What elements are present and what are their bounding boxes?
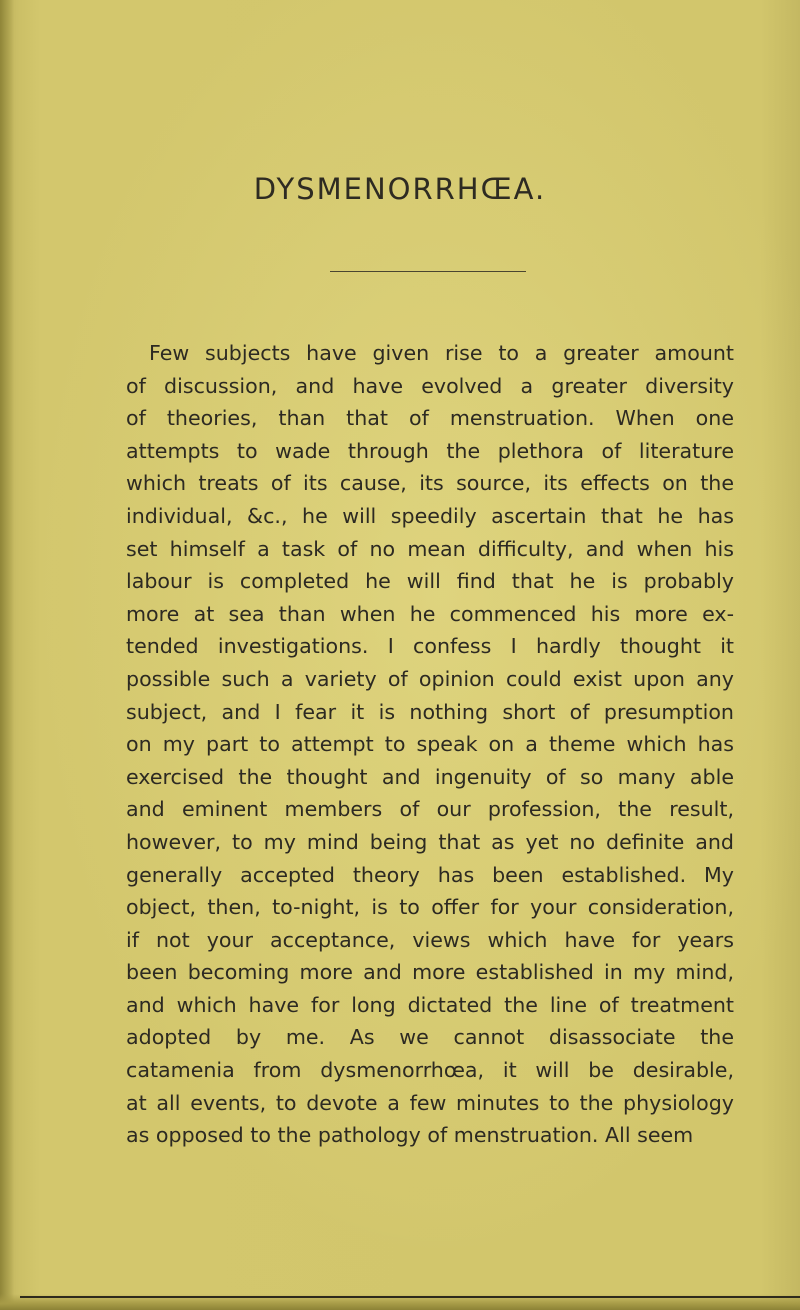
text-line: catamenia from dysmenorrhœa, it will be desirable, bbox=[126, 1058, 734, 1083]
text-line: at all events, to devote a few minutes to the physiology bbox=[126, 1090, 734, 1115]
text-line: which treats of its cause, its source, its effects on the bbox=[126, 471, 734, 496]
text-line: adopted by me. As we cannot disassociate the bbox=[126, 1025, 734, 1050]
text-line: on my part to attempt to speak on a theme which has bbox=[126, 732, 734, 757]
text-line: object, then, to-night, is to offer for your consideration, bbox=[126, 895, 734, 920]
text-line: attempts to wade through the plethora of literature bbox=[126, 438, 734, 463]
text-line: if not your acceptance, views which have for years bbox=[126, 927, 734, 952]
text-line: of discussion, and have evolved a greater diversity bbox=[126, 373, 734, 398]
text-line: individual, &c., he will speedily ascertain that he has bbox=[126, 503, 734, 528]
body-paragraph bbox=[126, 337, 734, 1152]
text-line: however, to my mind being that as yet no definite and bbox=[126, 829, 734, 854]
text-line: labour is completed he will find that he is probably bbox=[126, 569, 734, 594]
text-line: generally accepted theory has been established. My bbox=[126, 862, 734, 887]
title-divider bbox=[330, 271, 526, 272]
text-line: subject, and I fear it is nothing short of presumption bbox=[126, 699, 734, 724]
text-line: of theories, than that of menstruation. When one bbox=[126, 406, 734, 431]
text-line: been becoming more and more established in my mind, bbox=[126, 960, 734, 985]
text-line: possible such a variety of opinion could exist upon any bbox=[126, 666, 734, 691]
text-line: as opposed to the pathology of menstruation. All seem bbox=[126, 1123, 694, 1148]
text-line: tended investigations. I confess I hardly thought it bbox=[126, 634, 734, 659]
text-line: exercised the thought and ingenuity of so many able bbox=[126, 764, 734, 789]
page-bottom-rule bbox=[20, 1296, 800, 1298]
text-line: Few subjects have given rise to a greater amount bbox=[149, 341, 734, 365]
page-title: DYSMENORRHŒA. bbox=[253, 172, 547, 206]
text-line: set himself a task of no mean difficulty, and when his bbox=[126, 536, 734, 561]
text-line: more at sea than when he commenced his more ex- bbox=[126, 601, 734, 626]
text-line: and eminent members of our profession, the result, bbox=[126, 797, 734, 822]
text-line: and which have for long dictated the line of treatment bbox=[126, 992, 734, 1017]
